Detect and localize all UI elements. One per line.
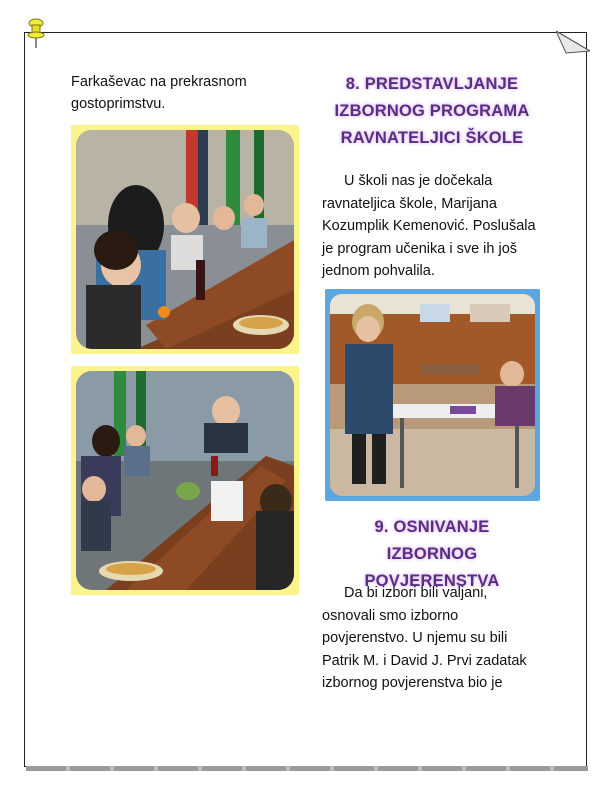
photo-frame-bottom-left [71,366,299,595]
photo-children-at-table [76,130,294,349]
photo-principal-in-classroom [330,294,535,496]
photo-frame-top-left [71,125,299,354]
section-8-heading: 8. PREDSTAVLJANJE IZBORNOG PROGRAMA RAVNATELJICI ŠKOLE [334,75,530,147]
section-9-heading: 9. OSNIVANJE IZBORNOG POVJERENSTVA [364,518,500,590]
section-9-body: Da bi izbori bili valjani, osnovali smo izborno povjerenstvo. U njemu su bili Patrik M. i David J. Prvi zadatak izbornog povjerenstva bio je [322,585,527,691]
photo-frame-right [325,289,540,501]
page-bottom-shadow [26,766,588,771]
folded-corner-icon [556,31,590,57]
pushpin-icon [26,18,46,50]
section-8-body: U školi nas je dočekala ravnateljica škole, Marijana Kozumplik Kemenović. Poslušala je program učenika i sve ih još jednom pohvalila. [322,173,536,279]
intro-text: Farkaševac na prekrasnom gostoprimstvu. [71,74,247,112]
photo-meeting-with-mayor [76,371,294,590]
